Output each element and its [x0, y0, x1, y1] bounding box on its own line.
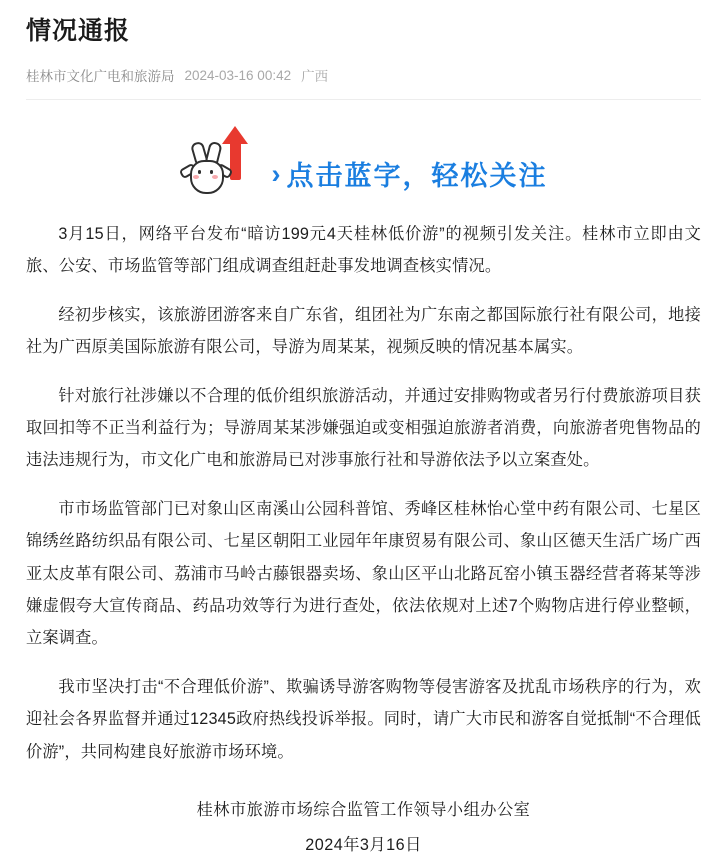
rabbit-icon — [182, 142, 228, 194]
banner-mascot — [180, 126, 266, 198]
header-divider — [26, 99, 701, 100]
paragraph: 针对旅行社涉嫌以不合理的低价组织旅游活动，并通过安排购物或者另行付费旅游项目获取回扣等不正当利益行为；导游周某某涉嫌强迫或变相强迫旅游者消费，向旅游者兜售物品的违法违规行为，市文化广电和旅游局已对涉事旅行社和导游依法予以立案查处。 — [26, 386, 701, 470]
chevron-right-icon: › — [271, 159, 281, 189]
article-page — [0, 14, 727, 854]
article-source: 桂林市文化广电和旅游局 — [26, 69, 175, 84]
paragraph: 我市坚决打击“不合理低价游”、欺骗诱导游客购物等侵害游客及扰乱市场秩序的行为，欢迎社会各界监督并通过12345政府热线投诉举报。同时，请广大市民和游客自觉抵制“不合理低价游”，共同构建良好旅游市场环境。 — [26, 677, 701, 761]
page-title: 情况通报 — [26, 17, 131, 45]
banner-text[interactable]: 点击蓝字，轻松关注 — [286, 161, 548, 191]
article-region: 广西 — [301, 69, 329, 84]
paragraph: 市市场监管部门已对象山区南溪山公园科普馆、秀峰区桂林怡心堂中药有限公司、七星区锦绣丝路纺织品有限公司、七星区朝阳工业园年年康贸易有限公司、象山区德天生活广场广西亚太皮革有限公司、荔浦市马岭古藤银器卖场、象山区平山北路瓦窑小镇玉器经营者蒋某等涉嫌虚假夸大宣传商品、药品功效等行为进行查处，依法依规对上述7个购物店进行停业整顿，立案调查。 — [26, 499, 701, 648]
follow-banner[interactable] — [26, 126, 701, 198]
signature-date: 2024年3月16日 — [305, 835, 422, 854]
article-body — [26, 218, 701, 861]
paragraph: 3月15日，网络平台发布“暗访199元4天桂林低价游”的视频引发关注。桂林市立即由文旅、公安、市场监管等部门组成调查组赶赴事发地调查核实情况。 — [26, 225, 701, 276]
signature-office: 桂林市旅游市场综合监管工作领导小组办公室 — [196, 801, 531, 820]
article-date: 2024-03-16 00:42 — [184, 67, 292, 83]
article-meta — [26, 65, 701, 85]
paragraph: 经初步核实，该旅游团游客来自广东省，组团社为广东南之都国际旅行社有限公司，地接社为广西原美国际旅游有限公司，导游为周某某，视频反映的情况基本属实。 — [26, 305, 701, 357]
